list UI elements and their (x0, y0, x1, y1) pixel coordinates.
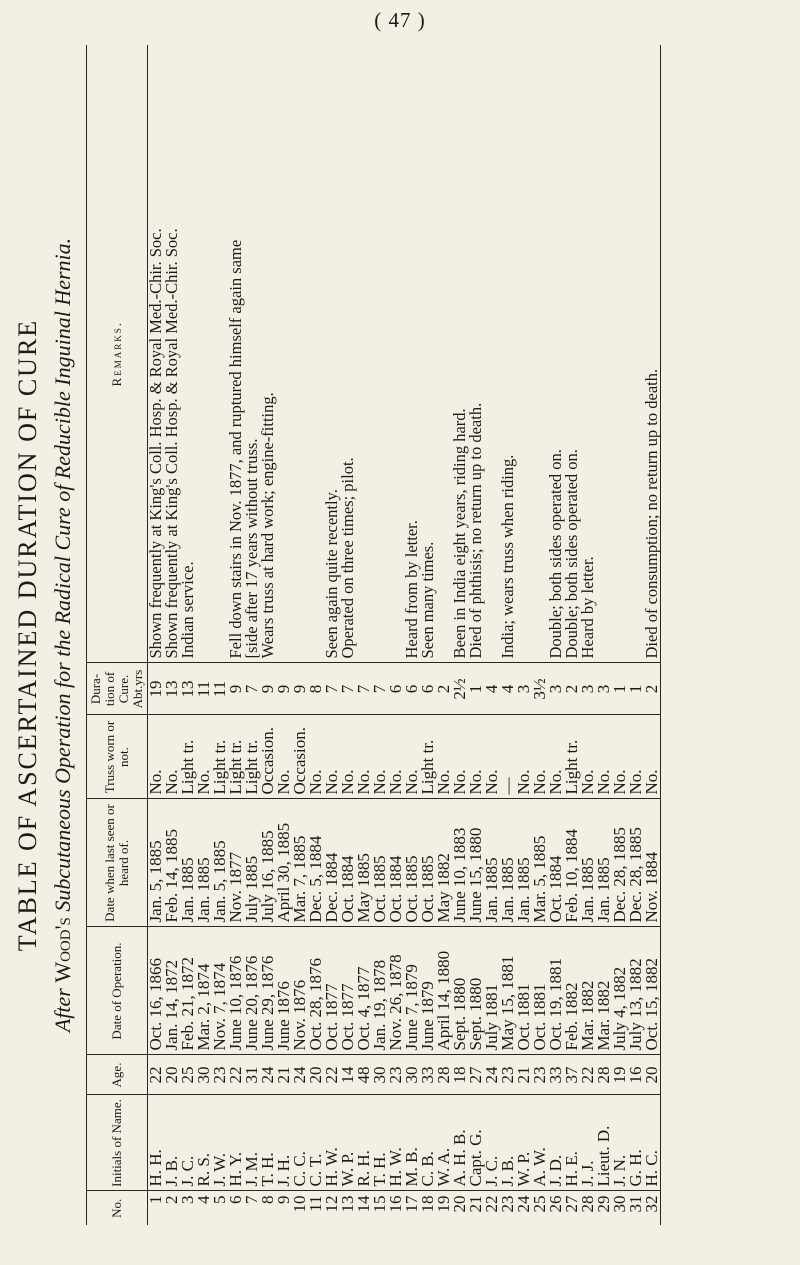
cell-duration: 7 (340, 663, 356, 715)
cell-duration: 9 (276, 663, 292, 715)
cell-age: 30 (372, 1055, 388, 1095)
cell-date-last-seen: Jan. 1885 (580, 799, 596, 927)
cell-truss: — (500, 715, 516, 799)
cell-truss: Light tr. (212, 715, 228, 799)
cell-date-last-seen: Jan. 1885 (484, 799, 500, 927)
cell-no: 28 (578, 1195, 597, 1213)
cell-remarks: Wears truss at hard work; engine-fitting. (260, 45, 276, 663)
cell-initials: T. H. (260, 1095, 276, 1191)
cell-no: 30 (610, 1195, 629, 1213)
cell-date-operation: June 1879 (420, 927, 436, 1055)
cell-duration: 2 (644, 663, 661, 715)
cell-no: 27 (562, 1195, 581, 1213)
cell-duration: 3 (516, 663, 532, 715)
cell-no: 5 (210, 1195, 229, 1204)
header-initials: Initials of Name. (87, 1095, 148, 1191)
cell-truss: No. (276, 715, 292, 799)
cell-initials: W. P. (340, 1095, 356, 1191)
cell-initials: J. J. (580, 1095, 596, 1191)
cell-no: 32 (644, 1191, 661, 1225)
cell-duration: 2 (564, 663, 580, 715)
cell-date-operation: Oct. 1881 (532, 927, 548, 1055)
cell-duration: 11 (196, 663, 212, 715)
cell-no: 2 (162, 1195, 181, 1204)
cell-date-operation: Oct. 19, 1881 (548, 927, 564, 1055)
cell-duration: 4 (484, 663, 500, 715)
header-duration-label: Dura-tion of Cure. (88, 671, 131, 707)
cell-truss: No. (324, 715, 340, 799)
cell-truss: No. (436, 715, 452, 799)
cell-truss: No. (532, 715, 548, 799)
cell-age: 23 (500, 1055, 516, 1095)
subtitle-author: Wood's (50, 917, 75, 983)
cell-date-operation: April 14, 1880 (436, 927, 452, 1055)
cell-no: 9 (274, 1195, 293, 1204)
cell-date-last-seen: Jan. 5, 1885 (212, 799, 228, 927)
cell-date-operation: June 7, 1879 (404, 927, 420, 1055)
cell-duration: 9 (260, 663, 276, 715)
cell-age: 22 (148, 1055, 165, 1095)
cell-date-last-seen: Jan. 1885 (516, 799, 532, 927)
subtitle-rest: Subcutaneous Operation for the Radical Cure of Reducible Inguinal Hernia. (50, 237, 75, 912)
cell-duration: 7 (356, 663, 372, 715)
cell-duration: 13 (180, 663, 196, 715)
cell-remarks (372, 45, 388, 663)
cell-age: 25 (180, 1055, 196, 1095)
cell-date-operation: June 29, 1876 (260, 927, 276, 1055)
cell-no: 20 (450, 1195, 469, 1213)
cell-truss: No. (372, 715, 388, 799)
cell-remarks: Double; both sides operated on. (564, 45, 580, 663)
cell-duration: 3 (548, 663, 564, 715)
cell-age: 21 (516, 1055, 532, 1095)
cell-date-operation: Mar. 2, 1874 (196, 927, 212, 1055)
cell-no: 10 (290, 1195, 309, 1213)
table-subtitle (48, 45, 78, 1225)
cell-age: 24 (292, 1055, 308, 1095)
cell-date-last-seen: Oct. 1885 (404, 799, 420, 927)
cell-date-last-seen: Dec. 1884 (324, 799, 340, 927)
cell-date-operation: Nov. 26, 1878 (388, 927, 404, 1055)
header-truss: Truss worn or not. (87, 715, 148, 799)
cell-no: 1 (146, 1195, 165, 1204)
cell-no: 31 (626, 1195, 645, 1213)
cell-age: 28 (436, 1055, 452, 1095)
cell-duration: 4 (500, 663, 516, 715)
cell-truss: Occasion. (260, 715, 276, 799)
cell-initials: R. H. (356, 1095, 372, 1191)
cell-initials: T. H. (372, 1095, 388, 1191)
cell-duration: 9 (292, 663, 308, 715)
cell-no: 11 (306, 1195, 325, 1212)
cell-age: 23 (532, 1055, 548, 1095)
cell-truss: No. (404, 715, 420, 799)
cell-remarks: Shown frequently at King's Coll. Hosp. & Royal Med.-Chir. Soc. (148, 45, 165, 663)
cell-date-last-seen: Oct. 1885 (372, 799, 388, 927)
cell-date-last-seen: Oct. 1884 (340, 799, 356, 927)
cell-date-operation: Sept. 1880 (468, 927, 484, 1055)
cell-no: 29 (594, 1195, 613, 1213)
cell-duration: 3 (596, 663, 612, 715)
cell-no: 21 (466, 1195, 485, 1213)
cell-remarks (276, 45, 292, 663)
cell-date-last-seen: Oct. 1884 (548, 799, 564, 927)
cell-truss: No. (516, 715, 532, 799)
cell-date-last-seen: Dec. 28, 1885 (612, 799, 628, 927)
cell-initials: H. W. (388, 1095, 404, 1191)
cell-date-operation: Oct. 15, 1882 (644, 927, 661, 1055)
cell-truss: No. (612, 715, 628, 799)
cell-no: 19 (434, 1195, 453, 1213)
cell-date-operation: July 13, 1882 (628, 927, 644, 1055)
cell-date-last-seen: May 1885 (356, 799, 372, 927)
cell-duration: 3 (580, 663, 596, 715)
cell-initials: G. H. (628, 1095, 644, 1191)
cell-age: 20 (308, 1055, 324, 1095)
cell-age: 16 (628, 1055, 644, 1095)
header-date-operation: Date of Operation. (87, 927, 148, 1055)
cell-initials: Capt. G. (468, 1095, 484, 1191)
cell-age: 33 (420, 1055, 436, 1095)
cell-initials: C. C. (292, 1095, 308, 1191)
cell-date-operation: Nov. 1876 (292, 927, 308, 1055)
cell-initials: A. H. B. (452, 1095, 468, 1191)
cell-truss: No. (484, 715, 500, 799)
cell-date-last-seen: April 30, 1885 (276, 799, 292, 927)
cell-duration: 2½ (452, 663, 468, 715)
cell-no: 7 (242, 1195, 261, 1204)
cell-age: 19 (612, 1055, 628, 1095)
cell-date-operation: Oct. 1877 (324, 927, 340, 1055)
rotated-table-block (10, 45, 770, 1225)
cell-truss: No. (580, 715, 596, 799)
cell-initials: H. Y. (228, 1095, 244, 1191)
cell-age: 48 (356, 1055, 372, 1095)
cell-truss: No. (164, 715, 180, 799)
cell-no: 22 (482, 1195, 501, 1213)
cell-initials: A. W. (532, 1095, 548, 1191)
cell-remarks: Heard from by letter. (404, 45, 420, 663)
cell-remarks: Seen many times. (420, 45, 436, 663)
cell-duration: 1 (628, 663, 644, 715)
cell-remarks: Heard by letter. (580, 45, 596, 663)
cell-age: 20 (164, 1055, 180, 1095)
cell-remarks (516, 45, 532, 663)
cell-initials: H. C. (644, 1095, 661, 1191)
cell-truss: No. (596, 715, 612, 799)
cell-remarks: Double; both sides operated on. (548, 45, 564, 663)
cell-initials: J. D. (548, 1095, 564, 1191)
cell-date-last-seen: May 1882 (436, 799, 452, 927)
cell-truss: No. (468, 715, 484, 799)
cell-date-operation: Oct. 1877 (340, 927, 356, 1055)
cell-no: 25 (530, 1195, 549, 1213)
table-title: TABLE OF ASCERTAINED DURATION OF CURE (13, 318, 42, 952)
cell-remarks: Been in India eight years, riding hard. (452, 45, 468, 663)
cell-truss: No. (356, 715, 372, 799)
cell-no: 23 (498, 1195, 517, 1213)
cell-initials: J. H. (276, 1095, 292, 1191)
cell-initials: M. B. (404, 1095, 420, 1191)
cell-date-operation: Nov. 7, 1874 (212, 927, 228, 1055)
cell-initials: W. A. (436, 1095, 452, 1191)
cure-duration-table (86, 45, 661, 1225)
cell-date-operation: Feb. 21, 1872 (180, 927, 196, 1055)
cell-age: 23 (388, 1055, 404, 1095)
cell-remarks (196, 45, 212, 663)
cell-date-operation: Oct. 16, 1866 (148, 927, 165, 1055)
cell-truss: No. (308, 715, 324, 799)
header-no: No. (87, 1191, 148, 1225)
cell-no: 24 (514, 1195, 533, 1213)
cell-age: 24 (484, 1055, 500, 1095)
cell-truss: No. (388, 715, 404, 799)
cell-initials: J. W. (212, 1095, 228, 1191)
cell-duration: 6 (420, 663, 436, 715)
cell-date-operation: June 1876 (276, 927, 292, 1055)
cell-initials: J. C. (180, 1095, 196, 1191)
cell-duration: 2 (436, 663, 452, 715)
cell-date-operation: Oct. 28, 1876 (308, 927, 324, 1055)
header-duration-unit: Abt.yrs (130, 669, 145, 709)
cell-duration: 8 (308, 663, 324, 715)
cell-initials: C. T. (308, 1095, 324, 1191)
cell-remarks (356, 45, 372, 663)
cell-duration: 19 (148, 663, 165, 715)
cell-date-last-seen: Nov. 1884 (644, 799, 661, 927)
cell-remarks: Shown frequently at King's Coll. Hosp. & Royal Med.-Chir. Soc. (164, 45, 180, 663)
cell-remarks: Died of consumption; no return up to death. (644, 45, 661, 663)
cell-truss: Occasion. (292, 715, 308, 799)
cell-initials: C. B. (420, 1095, 436, 1191)
cell-age: 37 (564, 1055, 580, 1095)
cell-duration: 7 (372, 663, 388, 715)
cell-truss: No. (452, 715, 468, 799)
cell-no: 3 (178, 1195, 197, 1204)
cell-truss: Light tr. (228, 715, 244, 799)
cell-initials: H. H. (148, 1095, 165, 1191)
cell-truss: No. (196, 715, 212, 799)
cell-no: 4 (194, 1195, 213, 1204)
cell-date-last-seen: Dec. 28, 1885 (628, 799, 644, 927)
cell-duration: 6 (404, 663, 420, 715)
cell-date-last-seen: Jan. 1885 (196, 799, 212, 927)
cell-remarks (292, 45, 308, 663)
cell-age: 33 (548, 1055, 564, 1095)
cell-age: 23 (212, 1055, 228, 1095)
cell-date-last-seen: Jan. 1885 (596, 799, 612, 927)
cell-date-last-seen: Feb. 10, 1884 (564, 799, 580, 927)
cell-initials: R. S. (196, 1095, 212, 1191)
cell-date-operation: Oct. 4, 1877 (356, 927, 372, 1055)
cell-truss: Light tr. (180, 715, 196, 799)
table-header-row (87, 45, 148, 1225)
cell-duration: 7 (244, 663, 260, 715)
cell-duration: 6 (388, 663, 404, 715)
cell-truss: No. (644, 715, 661, 799)
cell-remarks: Died of phthisis; no return up to death. (468, 45, 484, 663)
cell-remarks: India; wears truss when riding. (500, 45, 516, 663)
subtitle-prefix: After (50, 988, 75, 1033)
cell-remarks (596, 45, 612, 663)
cell-age: 24 (260, 1055, 276, 1095)
table-body (148, 45, 661, 1225)
cell-remarks: Operated on three times; pilot. (340, 45, 356, 663)
cell-age: 30 (196, 1055, 212, 1095)
table-row (644, 45, 661, 1225)
cell-no: 8 (258, 1195, 277, 1204)
cell-age: 31 (244, 1055, 260, 1095)
cell-duration: 7 (324, 663, 340, 715)
cell-date-operation: June 10, 1876 (228, 927, 244, 1055)
cell-truss: Light tr. (244, 715, 260, 799)
cell-truss: No. (340, 715, 356, 799)
cell-initials: W. P. (516, 1095, 532, 1191)
cell-no: 17 (402, 1195, 421, 1213)
cell-remarks (612, 45, 628, 663)
cell-date-operation: Jan. 14, 1872 (164, 927, 180, 1055)
cell-initials: J. C. (484, 1095, 500, 1191)
cell-age: 30 (404, 1055, 420, 1095)
cell-date-last-seen: Feb. 14, 1885 (164, 799, 180, 927)
cell-no: 18 (418, 1195, 437, 1213)
cell-no: 26 (546, 1195, 565, 1213)
cell-date-last-seen: Oct. 1884 (388, 799, 404, 927)
cell-duration: 11 (212, 663, 228, 715)
cell-date-operation: Oct. 1881 (516, 927, 532, 1055)
cell-initials: J. N. (612, 1095, 628, 1191)
header-remarks: Remarks. (87, 45, 148, 663)
cell-date-operation: Jan. 19, 1878 (372, 927, 388, 1055)
cell-age: 18 (452, 1055, 468, 1095)
cell-duration: 1 (468, 663, 484, 715)
cell-truss: No. (628, 715, 644, 799)
cell-duration: 9 (228, 663, 244, 715)
cell-date-operation: Sept. 1880 (452, 927, 468, 1055)
cell-initials: H. W. (324, 1095, 340, 1191)
cell-initials: J. B. (164, 1095, 180, 1191)
cell-date-last-seen: Jan. 1885 (500, 799, 516, 927)
cell-date-last-seen: Mar. 7, 1885 (292, 799, 308, 927)
cell-date-last-seen: July 1885 (244, 799, 260, 927)
cell-truss: No. (148, 715, 165, 799)
cell-remarks: Fell down stairs in Nov. 1877, and ruptured himself again same (228, 45, 244, 663)
cell-initials: Lieut. D. (596, 1095, 612, 1191)
cell-age: 28 (596, 1055, 612, 1095)
cell-initials: J. M. (244, 1095, 260, 1191)
cell-date-operation: Mar. 1882 (580, 927, 596, 1055)
cell-no: 16 (386, 1195, 405, 1213)
cell-date-last-seen: July 16, 1885 (260, 799, 276, 927)
cell-date-operation: Feb. 1882 (564, 927, 580, 1055)
header-age: Age. (87, 1055, 148, 1095)
cell-date-operation: Mar. 1882 (596, 927, 612, 1055)
cell-remarks: Seen again quite recently. (324, 45, 340, 663)
cell-remarks: [side after 17 years without truss. (244, 45, 260, 663)
cell-remarks: Indian service. (180, 45, 196, 663)
cell-age: 27 (468, 1055, 484, 1095)
cell-no: 12 (322, 1195, 341, 1213)
cell-no: 15 (370, 1195, 389, 1213)
cell-date-operation: July 1881 (484, 927, 500, 1055)
cell-truss: Light tr. (420, 715, 436, 799)
cell-truss: Light tr. (564, 715, 580, 799)
cell-age: 22 (324, 1055, 340, 1095)
cell-initials: J. B. (500, 1095, 516, 1191)
cell-no: 14 (354, 1195, 373, 1213)
cell-age: 21 (276, 1055, 292, 1095)
cell-no: 6 (226, 1195, 245, 1204)
page-number: ( 47 ) (374, 8, 426, 32)
cell-date-last-seen: Jan. 5, 1885 (148, 799, 165, 927)
cell-duration: 1 (612, 663, 628, 715)
cell-date-last-seen: June 15, 1880 (468, 799, 484, 927)
cell-age: 22 (228, 1055, 244, 1095)
cell-date-last-seen: Nov. 1877 (228, 799, 244, 927)
cell-age: 22 (580, 1055, 596, 1095)
cell-duration: 3½ (532, 663, 548, 715)
cell-date-last-seen: Oct. 1885 (420, 799, 436, 927)
header-duration (87, 663, 148, 715)
cell-date-operation: July 4, 1882 (612, 927, 628, 1055)
header-date-last-seen: Date when last seen or heard of. (87, 799, 148, 927)
cell-date-operation: June 20, 1876 (244, 927, 260, 1055)
cell-age: 20 (644, 1055, 661, 1095)
cell-no: 13 (338, 1195, 357, 1213)
cell-duration: 13 (164, 663, 180, 715)
cell-date-last-seen: June 10, 1883 (452, 799, 468, 927)
cell-age: 14 (340, 1055, 356, 1095)
cell-date-last-seen: Mar. 5, 1885 (532, 799, 548, 927)
cell-date-last-seen: Dec. 5, 1884 (308, 799, 324, 927)
cell-initials: H. E. (564, 1095, 580, 1191)
cell-date-last-seen: Jan. 1885 (180, 799, 196, 927)
cell-date-operation: May 15, 1881 (500, 927, 516, 1055)
cell-truss: No. (548, 715, 564, 799)
